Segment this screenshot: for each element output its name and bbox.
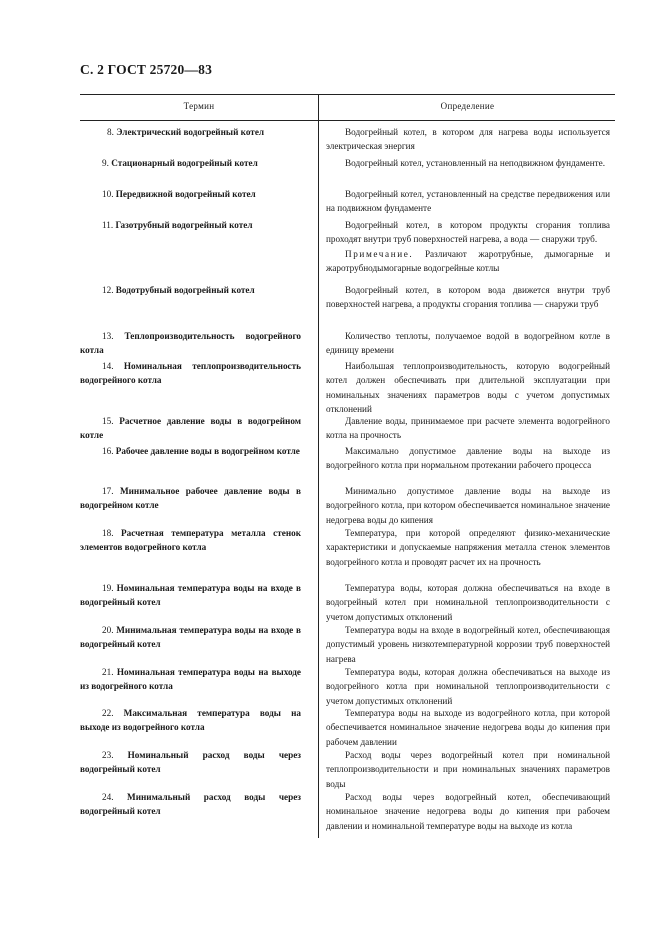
term: 12. Водотрубный водогрейный котел — [102, 285, 255, 295]
term: 11. Газотрубный водогрейный котел — [102, 220, 253, 230]
definition: Водогрейный котел, в котором продукты сгорания топлива проходят внутри труб поверхностей нагрева, а вода — снаружи труб. Примечание. Различают жаротрубные, дымогарные и жаротрубнодымогарные водогрейные котлы — [326, 218, 610, 275]
definition: Температура воды на входе в водогрейный котел, обеспечивающая допустимый уровень низкотемпературной коррозии труб поверхностей нагрева — [326, 625, 610, 664]
term: 21. Номинальная температура воды на выходе из водогрейного котла — [80, 667, 302, 692]
definition: Водогрейный котел, в котором вода движется внутри труб поверхностей нагрева, а продукты сгорания топлива — снаружи труб — [326, 285, 610, 310]
definition: Количество теплоты, получаемое водой в водогрейном котле в единицу времени — [326, 331, 610, 356]
definition: Водогрейный котел, в котором для нагрева воды используется электрическая энергия — [326, 127, 610, 152]
column-header-term: Термин — [183, 101, 215, 111]
term: 13. Теплопроизводительность водогрейного котла — [80, 331, 301, 356]
definition: Температура воды, которая должна обеспечиваться на входе в водогрейный котел при номинальной теплопроизводительности с учетом допустимых отклонений — [326, 583, 610, 622]
term: 20. Минимальная температура воды на входе в водогрейный котел — [80, 625, 301, 650]
term: 18. Расчетная температура металла стенок элементов водогрейного котла — [80, 528, 302, 553]
term: 17. Минимальное рабочее давление воды в водогрейном котле — [80, 486, 301, 511]
definition: Температура воды, которая должна обеспечиваться на выходе из водогрейного котла при номинальной теплопроизводительности с учетом допустимых отклонений — [326, 667, 610, 706]
definition: Водогрейный котел, установленный на средстве передвижения или на подвижном фундаменте — [326, 189, 610, 214]
term: 15. Расчетное давление воды в водогрейном котле — [80, 416, 301, 441]
definition: Давление воды, принимаемое при расчете элемента водогрейного котла на прочность — [326, 416, 610, 441]
term: 9. Стационарный водогрейный котел — [102, 158, 258, 168]
term: 14. Номинальная теплопроизводительность водогрейного котла — [80, 361, 302, 386]
definition: Водогрейный котел, установленный на неподвижном фундаменте. — [345, 158, 606, 168]
term: 22. Максимальная температура воды на выходе из водогрейного котла — [80, 708, 301, 733]
note: Примечание. Различают жаротрубные, дымогарные и жаротрубнодымогарные водогрейные котлы — [326, 248, 610, 273]
page-header: С. 2 ГОСТ 25720—83 — [80, 62, 213, 77]
definition: Минимально допустимое давление воды на выходе из водогрейного котла, при котором обеспечивается номинальное значение недогрева воды до кипения — [326, 486, 610, 525]
definition: Максимально допустимое давление воды на выходе из водогрейного котла при нормальном протекании рабочего процесса — [326, 446, 610, 471]
term: 23. Номинальный расход воды через водогрейный котел — [80, 750, 301, 775]
term: 10. Передвижной водогрейный котел — [102, 189, 256, 199]
term: 8. Электрический водогрейный котел — [107, 127, 265, 137]
definition: Наибольшая теплопроизводительность, которую водогрейный котел должен обеспечивать при длительной эксплуатации при номинальных значениях параметров воды с учетом допустимых отклонений — [326, 361, 610, 414]
definition: Расход воды через водогрейный котел при номинальной теплопроизводительности и при номинальных значениях параметров воды — [326, 750, 610, 789]
term: 16. Рабочее давление воды в водогрейном котле — [102, 446, 300, 456]
definition: Температура воды на выходе из водогрейного котла, при которой обеспечивается номинальное значение недогрева воды до кипения при рабочем давлении — [326, 708, 610, 747]
terms-table — [80, 94, 615, 838]
definition: Температура, при которой определяют физико-механические характеристики и допускаемые напряжения металла стенок элементов водогрейного котла и проводят расчет их на прочность — [326, 528, 610, 567]
column-header-definition: Определение — [440, 101, 495, 111]
table-body — [80, 121, 615, 838]
term: 24. Минимальный расход воды через водогрейный котел — [80, 792, 301, 817]
term: 19. Номинальная температура воды на входе в водогрейный котел — [80, 583, 301, 608]
table-header — [80, 94, 615, 121]
definition: Расход воды через водогрейный котел, обеспечивающий номинальное значение недогрева воды до кипения при рабочем давлении и номинальной температуре воды на выходе из котла — [326, 792, 610, 831]
